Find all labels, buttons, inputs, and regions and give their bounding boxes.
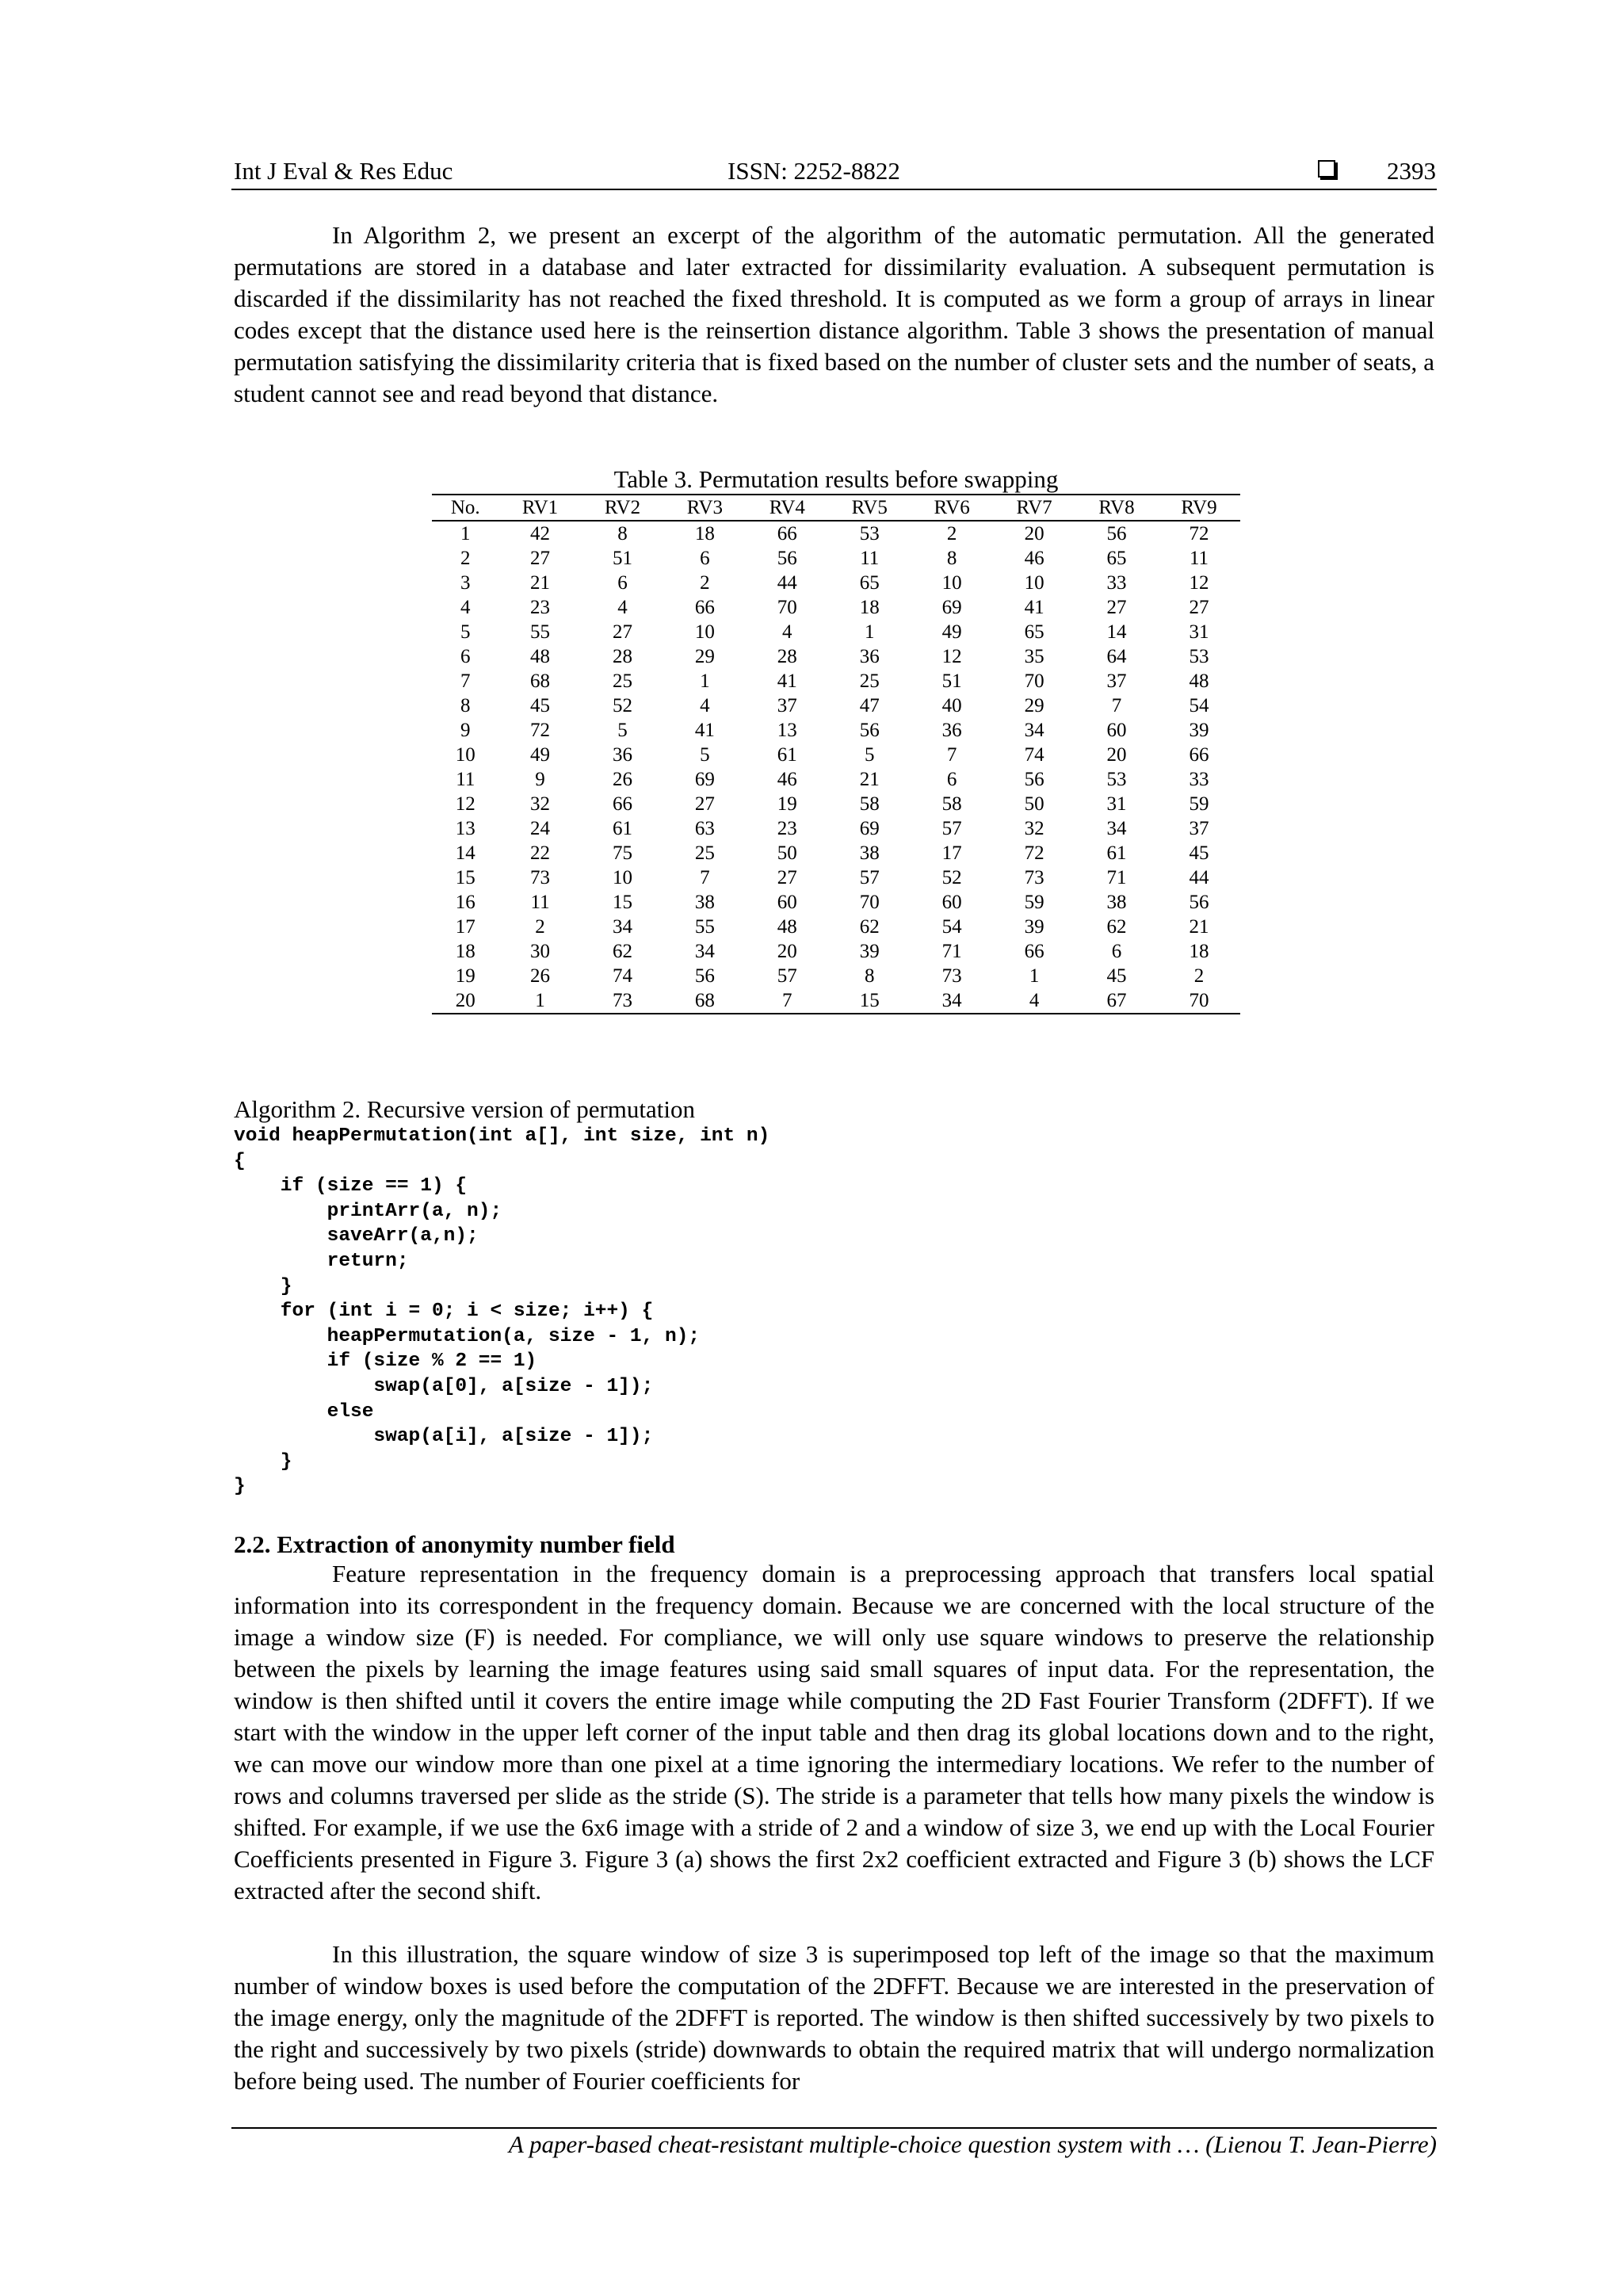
table-cell: 49 <box>941 621 962 643</box>
table-cell: 19 <box>455 965 475 987</box>
table-cell: 56 <box>1024 769 1044 790</box>
table-cell: 41 <box>777 670 797 692</box>
table-cell: 16 <box>455 892 475 913</box>
table-cell: 72 <box>1024 842 1044 864</box>
table-cell: 69 <box>941 597 962 618</box>
table-cell: 22 <box>530 842 551 864</box>
table-cell: 10 <box>1024 572 1044 594</box>
table-cell: 48 <box>777 916 797 938</box>
table-cell: 25 <box>612 670 632 692</box>
table-cell: 50 <box>1024 793 1044 815</box>
table-cell: 55 <box>530 621 551 643</box>
table-row <box>432 792 1240 816</box>
table-cell: 64 <box>1106 646 1127 667</box>
table-cell: 39 <box>859 941 880 962</box>
table-cell: 32 <box>1024 818 1044 839</box>
table-cell: 6 <box>617 572 628 594</box>
table-cell: 39 <box>1189 720 1209 741</box>
table-cell: 29 <box>694 646 715 667</box>
table-cell: 44 <box>777 572 797 594</box>
table-header-cell: RV6 <box>911 495 993 521</box>
table-cell: 19 <box>777 793 797 815</box>
table-cell: 1 <box>499 988 582 1014</box>
table-header-cell: RV4 <box>746 495 828 521</box>
table-cell: 18 <box>1189 941 1209 962</box>
table-cell: 74 <box>1024 744 1044 766</box>
table-cell: 8 <box>864 965 875 987</box>
table-cell: 1 <box>460 523 471 544</box>
table-cell: 48 <box>1189 670 1209 692</box>
table-cell: 1 <box>1029 965 1040 987</box>
table-row <box>432 890 1240 915</box>
table-row <box>432 718 1240 743</box>
table-cell: 38 <box>859 842 880 864</box>
table-cell: 2 <box>460 548 471 569</box>
table-cell: 17 <box>941 842 962 864</box>
table-cell: 40 <box>941 695 962 716</box>
table-cell: 27 <box>1189 597 1209 618</box>
table-cell: 66 <box>777 523 797 544</box>
table-cell: 65 <box>859 572 880 594</box>
table-cell: 73 <box>941 965 962 987</box>
table-cell: 66 <box>612 793 632 815</box>
table-cell: 65 <box>1024 621 1044 643</box>
table-cell: 38 <box>694 892 715 913</box>
table-cell: 10 <box>612 867 632 888</box>
table-cell: 15 <box>828 988 911 1014</box>
table-cell: 14 <box>1106 621 1127 643</box>
table-cell: 56 <box>1106 523 1127 544</box>
table-cell: 52 <box>941 867 962 888</box>
table-cell: 6 <box>946 769 957 790</box>
table-cell: 61 <box>1106 842 1127 864</box>
table-cell: 49 <box>530 744 551 766</box>
table-cell: 27 <box>612 621 632 643</box>
table-cell: 39 <box>1024 916 1044 938</box>
table-cell: 26 <box>612 769 632 790</box>
table-cell: 73 <box>582 988 664 1014</box>
table-cell: 20 <box>1106 744 1127 766</box>
table-cell: 73 <box>1024 867 1044 888</box>
table-cell: 63 <box>694 818 715 839</box>
table-cell: 9 <box>460 720 471 741</box>
table-cell: 66 <box>1189 744 1209 766</box>
table-cell: 12 <box>941 646 962 667</box>
table-cell: 36 <box>941 720 962 741</box>
table-cell: 56 <box>859 720 880 741</box>
header-journal: Int J Eval & Res Educ <box>234 157 453 185</box>
table-cell: 33 <box>1189 769 1209 790</box>
table-cell: 4 <box>617 597 628 618</box>
table-cell: 51 <box>941 670 962 692</box>
table-cell: 33 <box>1106 572 1127 594</box>
table-cell: 42 <box>530 523 551 544</box>
table-cell: 21 <box>1189 916 1209 938</box>
intro-paragraph: In Algorithm 2, we present an excerpt of the algorithm of the automatic permutation. All the generated permutations are stored in a database and later extracted for dissimilarity evaluation. A subsequent permutation is discarded if the dissimilarity has not reached the fixed threshold. It is computed as we form a group of arrays in linear codes except that the distance used here is the reinsertion distance algorithm. Table 3 shows the presentation of manual permutation satisfying the dissimilarity criteria that is fixed based on the number of cluster sets and the number of seats, a student cannot see and read beyond that distance. <box>234 221 1434 407</box>
table-cell: 11 <box>1189 548 1209 569</box>
table-header-cell: RV9 <box>1158 495 1240 521</box>
table-cell: 44 <box>1189 867 1209 888</box>
table-cell: 5 <box>617 720 628 741</box>
table-cell: 60 <box>1106 720 1127 741</box>
table-cell: 10 <box>455 744 475 766</box>
footer-running-title: A paper-based cheat-resistant multiple-choice question system with … (Lienou T. Jean-Pierre) <box>508 2130 1437 2158</box>
table-cell: 56 <box>777 548 797 569</box>
table-cell: 57 <box>777 965 797 987</box>
table-cell: 27 <box>694 793 715 815</box>
table-row <box>432 521 1240 546</box>
table-cell: 30 <box>530 941 551 962</box>
table-header-cell: RV5 <box>828 495 911 521</box>
table-cell: 69 <box>694 769 715 790</box>
table-cell: 35 <box>1024 646 1044 667</box>
table-cell: 54 <box>941 916 962 938</box>
table-cell: 41 <box>1024 597 1044 618</box>
table-cell: 2 <box>535 916 545 938</box>
table-cell: 36 <box>612 744 632 766</box>
table-cell: 21 <box>859 769 880 790</box>
table-cell: 69 <box>859 818 880 839</box>
table-cell: 45 <box>1106 965 1127 987</box>
header-box-icon <box>1318 160 1335 178</box>
table-cell: 56 <box>694 965 715 987</box>
table-row <box>432 743 1240 767</box>
table-row <box>432 988 1240 1014</box>
illustration-paragraph: In this illustration, the square window of size 3 is superimposed top left of the image so that the maximum number of window boxes is used before the computation of the 2DFFT. Because we are interested in the preservation of the image energy, only the magnitude of the 2DFFT is reported. The window is then shifted successively by two pixels to the right and successively by two pixels (stride) downwards to obtain the required matrix that will undergo normalization before being used. The number of Fourier coefficients for <box>234 1940 1434 2095</box>
table-cell: 68 <box>663 988 746 1014</box>
table-cell: 12 <box>1189 572 1209 594</box>
table-cell: 24 <box>530 818 551 839</box>
table-header-cell: RV3 <box>663 495 746 521</box>
table-row <box>432 693 1240 718</box>
table-row <box>432 767 1240 792</box>
table-row <box>432 644 1240 669</box>
table-cell: 1 <box>700 670 710 692</box>
table-cell: 34 <box>1106 818 1127 839</box>
table-cell: 41 <box>694 720 715 741</box>
table-cell: 7 <box>460 670 471 692</box>
table-cell: 4 <box>782 621 792 643</box>
table-cell: 4 <box>993 988 1075 1014</box>
table-cell: 5 <box>460 621 471 643</box>
table-cell: 53 <box>859 523 880 544</box>
table-cell: 6 <box>460 646 471 667</box>
table-caption: Table 3. Permutation results before swapping <box>613 465 1059 493</box>
permutation-table <box>432 494 1240 1014</box>
table-cell: 61 <box>777 744 797 766</box>
table-header-cell: No. <box>432 495 499 521</box>
table-cell: 6 <box>700 548 710 569</box>
table-cell: 55 <box>694 916 715 938</box>
table-cell: 34 <box>694 941 715 962</box>
table-cell: 4 <box>460 597 471 618</box>
table-cell: 7 <box>746 988 828 1014</box>
table-cell: 53 <box>1189 646 1209 667</box>
table-cell: 59 <box>1189 793 1209 815</box>
table-cell: 28 <box>777 646 797 667</box>
table-cell: 11 <box>860 548 880 569</box>
table-cell: 32 <box>530 793 551 815</box>
table-cell: 71 <box>1106 867 1127 888</box>
table-cell: 56 <box>1189 892 1209 913</box>
table-header-cell: RV1 <box>499 495 582 521</box>
table-cell: 58 <box>859 793 880 815</box>
table-row <box>432 841 1240 865</box>
table-cell: 10 <box>941 572 962 594</box>
table-cell: 20 <box>777 941 797 962</box>
table-cell: 27 <box>530 548 551 569</box>
table-cell: 31 <box>1189 621 1209 643</box>
table-cell: 5 <box>864 744 875 766</box>
table-cell: 72 <box>1189 523 1209 544</box>
table-cell: 54 <box>1189 695 1209 716</box>
table-cell: 23 <box>777 818 797 839</box>
table-header-cell: RV8 <box>1075 495 1158 521</box>
table-cell: 50 <box>777 842 797 864</box>
table-cell: 20 <box>1024 523 1044 544</box>
table-cell: 73 <box>530 867 551 888</box>
table-cell: 68 <box>530 670 551 692</box>
table-cell: 7 <box>1111 695 1122 716</box>
table-cell: 70 <box>1158 988 1240 1014</box>
table-cell: 57 <box>941 818 962 839</box>
table-cell: 8 <box>946 548 957 569</box>
table-cell: 58 <box>941 793 962 815</box>
table-cell: 31 <box>1106 793 1127 815</box>
table-cell: 45 <box>1189 842 1209 864</box>
table-cell: 60 <box>941 892 962 913</box>
table-cell: 4 <box>700 695 710 716</box>
table-cell: 75 <box>612 842 632 864</box>
table-cell: 23 <box>530 597 551 618</box>
table-cell: 26 <box>530 965 551 987</box>
table-cell: 27 <box>777 867 797 888</box>
header-issn: ISSN: 2252-8822 <box>727 157 900 185</box>
table-cell: 34 <box>911 988 993 1014</box>
table-cell: 21 <box>530 572 551 594</box>
table-cell: 8 <box>617 523 628 544</box>
table-cell: 15 <box>612 892 632 913</box>
table-cell: 1 <box>864 621 875 643</box>
table-cell: 74 <box>612 965 632 987</box>
table-cell: 2 <box>946 523 957 544</box>
table-cell: 57 <box>859 867 880 888</box>
table-cell: 62 <box>1106 916 1127 938</box>
table-cell: 38 <box>1106 892 1127 913</box>
table-cell: 72 <box>530 720 551 741</box>
table-cell: 70 <box>859 892 880 913</box>
table-cell: 8 <box>460 695 471 716</box>
table-row <box>432 546 1240 571</box>
table-cell: 53 <box>1106 769 1127 790</box>
table-cell: 66 <box>694 597 715 618</box>
table-cell: 45 <box>530 695 551 716</box>
header-rule <box>231 189 1437 190</box>
table-cell: 46 <box>777 769 797 790</box>
table-cell: 70 <box>777 597 797 618</box>
table-header-cell: RV7 <box>993 495 1075 521</box>
table-cell: 66 <box>1024 941 1044 962</box>
table-cell: 3 <box>460 572 471 594</box>
table-cell: 62 <box>612 941 632 962</box>
table-cell: 71 <box>941 941 962 962</box>
table-row <box>432 595 1240 620</box>
table-cell: 11 <box>456 769 475 790</box>
header-page-number: 2393 <box>1387 157 1436 185</box>
table-cell: 60 <box>777 892 797 913</box>
table-cell: 52 <box>612 695 632 716</box>
table-cell: 15 <box>455 867 475 888</box>
feature-paragraph: Feature representation in the frequency domain is a preprocessing approach that transfers local spatial information into its correspondent in the frequency domain. Because we are concerned with the local structure of the image a window size (F) is needed. For compliance, we will only use square windows to preserve the relationship between the pixels by learning the image features using said small squares of input data. For the representation, the window is then shifted until it covers the entire image while computing the 2D Fast Fourier Transform (2DFFT). If we start with the window in the upper left corner of the input table and then drag its global locations down and to the right, we can move our window more than one pixel at a time ignoring the intermediary locations. We refer to the number of rows and columns traversed per slide as the stride (S). The stride is a parameter that tells how many pixels the window is shifted. For example, if we use the 6x6 image with a stride of 2 and a window of size 3, we end up with the Local Fourier Coefficients presented in Figure 3. Figure 3 (a) shows the first 2x2 coefficient extracted and Figure 3 (b) shows the LCF extracted after the second shift. <box>234 1560 1434 1904</box>
table-row <box>432 620 1240 644</box>
table-cell: 6 <box>1111 941 1122 962</box>
table-cell: 12 <box>455 793 475 815</box>
table-cell: 7 <box>700 867 710 888</box>
table-row <box>432 571 1240 595</box>
table-cell: 27 <box>1106 597 1127 618</box>
table-cell: 2 <box>1193 965 1205 987</box>
table-row <box>432 865 1240 890</box>
table-cell: 11 <box>530 892 550 913</box>
table-header-cell: RV2 <box>582 495 664 521</box>
table-cell: 36 <box>859 646 880 667</box>
table-cell: 18 <box>455 941 475 962</box>
table-cell: 48 <box>530 646 551 667</box>
table-header-row <box>432 495 1240 521</box>
table-cell: 2 <box>700 572 710 594</box>
table-row <box>432 669 1240 693</box>
table-cell: 7 <box>946 744 957 766</box>
table-row <box>432 939 1240 964</box>
algorithm-caption: Algorithm 2. Recursive version of permutation <box>234 1095 695 1123</box>
table-cell: 10 <box>694 621 715 643</box>
table-row <box>432 915 1240 939</box>
table-cell: 25 <box>694 842 715 864</box>
table-row <box>432 964 1240 988</box>
table-cell: 9 <box>535 769 545 790</box>
algorithm-code: void heapPermutation(int a[], int size, int n) { if (size == 1) { printArr(a, n); saveArr(a,n); return; } for (int i = 0; i < size; i++) { heapPermutation(a, size - 1, n); if (size % 2 == 1) swap(a[0], a[size - 1]); else swap(a[i], a[size - 1]); } } <box>234 1125 770 1498</box>
table-cell: 17 <box>455 916 475 938</box>
table-cell: 46 <box>1024 548 1044 569</box>
table-cell: 37 <box>1189 818 1209 839</box>
table-cell: 18 <box>859 597 880 618</box>
table-cell: 47 <box>859 695 880 716</box>
section-heading: 2.2. Extraction of anonymity number field <box>234 1530 675 1558</box>
table-cell: 65 <box>1106 548 1127 569</box>
table-cell: 18 <box>694 523 715 544</box>
table-cell: 25 <box>859 670 880 692</box>
footer-rule <box>231 2127 1437 2129</box>
table-cell: 37 <box>777 695 797 716</box>
table-cell: 34 <box>1024 720 1044 741</box>
table-cell: 62 <box>859 916 880 938</box>
table-body <box>432 521 1240 1014</box>
table-row <box>432 816 1240 841</box>
table-cell: 61 <box>612 818 632 839</box>
table-cell: 37 <box>1106 670 1127 692</box>
table-cell: 34 <box>612 916 632 938</box>
table-cell: 29 <box>1024 695 1044 716</box>
table-cell: 51 <box>612 548 632 569</box>
table-cell: 5 <box>700 744 710 766</box>
table-cell: 67 <box>1075 988 1158 1014</box>
table-cell: 13 <box>455 818 475 839</box>
table-cell: 70 <box>1024 670 1044 692</box>
table-cell: 13 <box>777 720 797 741</box>
table-cell: 14 <box>455 842 475 864</box>
table-cell: 20 <box>432 988 499 1014</box>
table-cell: 28 <box>612 646 632 667</box>
table-cell: 59 <box>1024 892 1044 913</box>
